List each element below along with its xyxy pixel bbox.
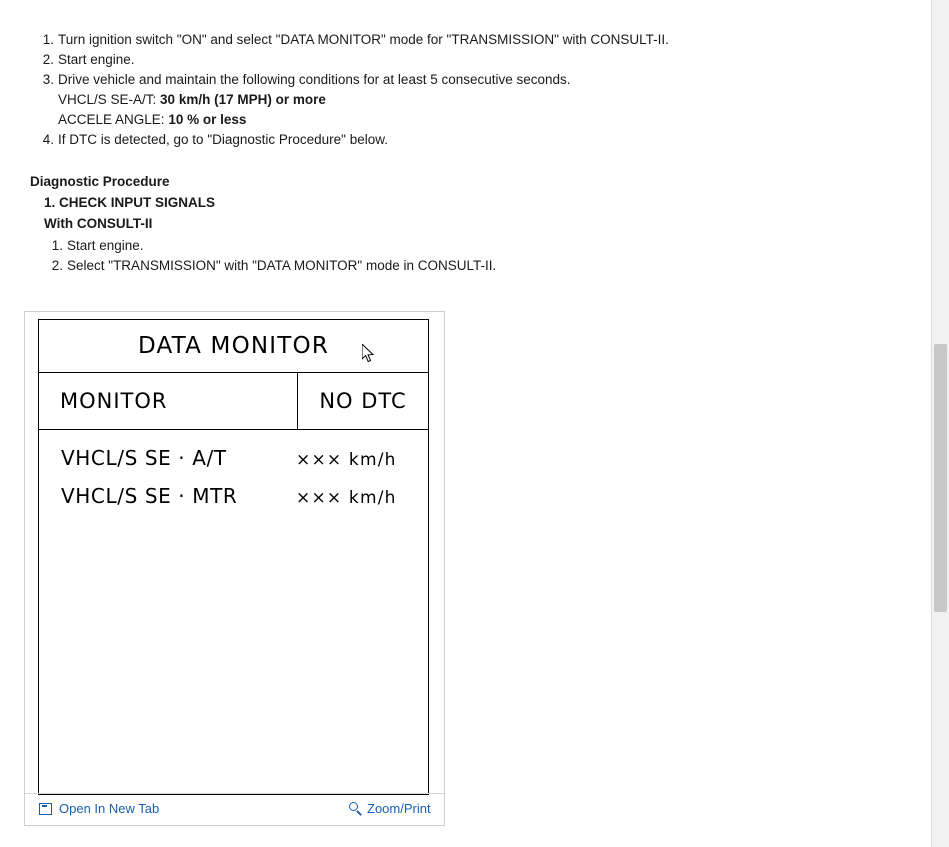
condition-value: 30 km/h (17 MPH) or more [160, 92, 326, 107]
substep-text: Select "TRANSMISSION" with "DATA MONITOR" mode in CONSULT-II. [67, 258, 497, 273]
table-row [39, 484, 428, 522]
step-number: 4. [42, 132, 54, 147]
condition-line-2 [58, 110, 880, 130]
substep-text: Start engine. [67, 238, 144, 253]
step-text: Start engine. [58, 52, 135, 67]
figure-footer [25, 793, 444, 825]
substep-number: 2. [51, 258, 63, 273]
section-heading-diagnostic-procedure: Diagnostic Procedure [30, 174, 170, 189]
magnifier-icon [349, 802, 363, 816]
zoom-print-link[interactable]: Zoom/Print [367, 801, 431, 816]
column-header-label: MONITOR [60, 389, 168, 413]
step-text: If DTC is detected, go to "Diagnostic Procedure" below. [58, 132, 388, 147]
step-text: Turn ignition switch "ON" and select "DATA MONITOR" mode for "TRANSMISSION" with CONSULT-II. [58, 32, 669, 47]
step-number: 2. [42, 52, 54, 67]
column-header-label: NO DTC [319, 389, 407, 413]
step-number: 1. [42, 32, 54, 47]
condition-value: 10 % or less [168, 112, 247, 127]
data-monitor-column-headers [39, 373, 428, 430]
scrollbar-thumb[interactable] [934, 344, 947, 612]
monitor-item-label: VHCL/S SE · MTR [61, 484, 238, 508]
data-monitor-title: DATA MONITOR [137, 333, 330, 359]
list-item [42, 30, 880, 50]
data-monitor-header [39, 320, 428, 373]
heading-with-consult: With CONSULT-II [44, 216, 153, 231]
figure-panel [24, 311, 445, 826]
table-row [39, 446, 428, 484]
data-monitor-screen [38, 319, 429, 795]
new-tab-icon [39, 803, 52, 815]
list-item [42, 70, 880, 90]
list-item [51, 236, 927, 256]
column-header-no-dtc [298, 373, 428, 429]
list-item [42, 50, 880, 70]
substep-number: 1. [51, 238, 63, 253]
monitor-item-value: ××× km/h [296, 450, 397, 470]
list-item [51, 256, 927, 276]
monitor-item-label: VHCL/S SE · A/T [61, 446, 227, 470]
heading-check-input-signals: 1. CHECK INPUT SIGNALS [44, 195, 216, 210]
column-header-monitor [39, 373, 298, 429]
monitor-item-value: ××× km/h [296, 488, 397, 508]
data-monitor-rows [39, 430, 428, 522]
diagnostic-substep-list [0, 236, 927, 276]
procedure-step-list [0, 30, 880, 150]
list-item [42, 130, 880, 150]
condition-label: VHCL/S SE-A/T: [58, 92, 157, 107]
condition-label: ACCELE ANGLE: [58, 112, 165, 127]
step-text: Drive vehicle and maintain the following conditions for at least 5 consecutive seconds. [58, 72, 571, 87]
condition-line-1 [58, 90, 880, 110]
step-number: 3. [42, 72, 54, 87]
vertical-scrollbar[interactable] [931, 0, 949, 847]
open-in-new-tab-link[interactable]: Open In New Tab [59, 801, 160, 816]
